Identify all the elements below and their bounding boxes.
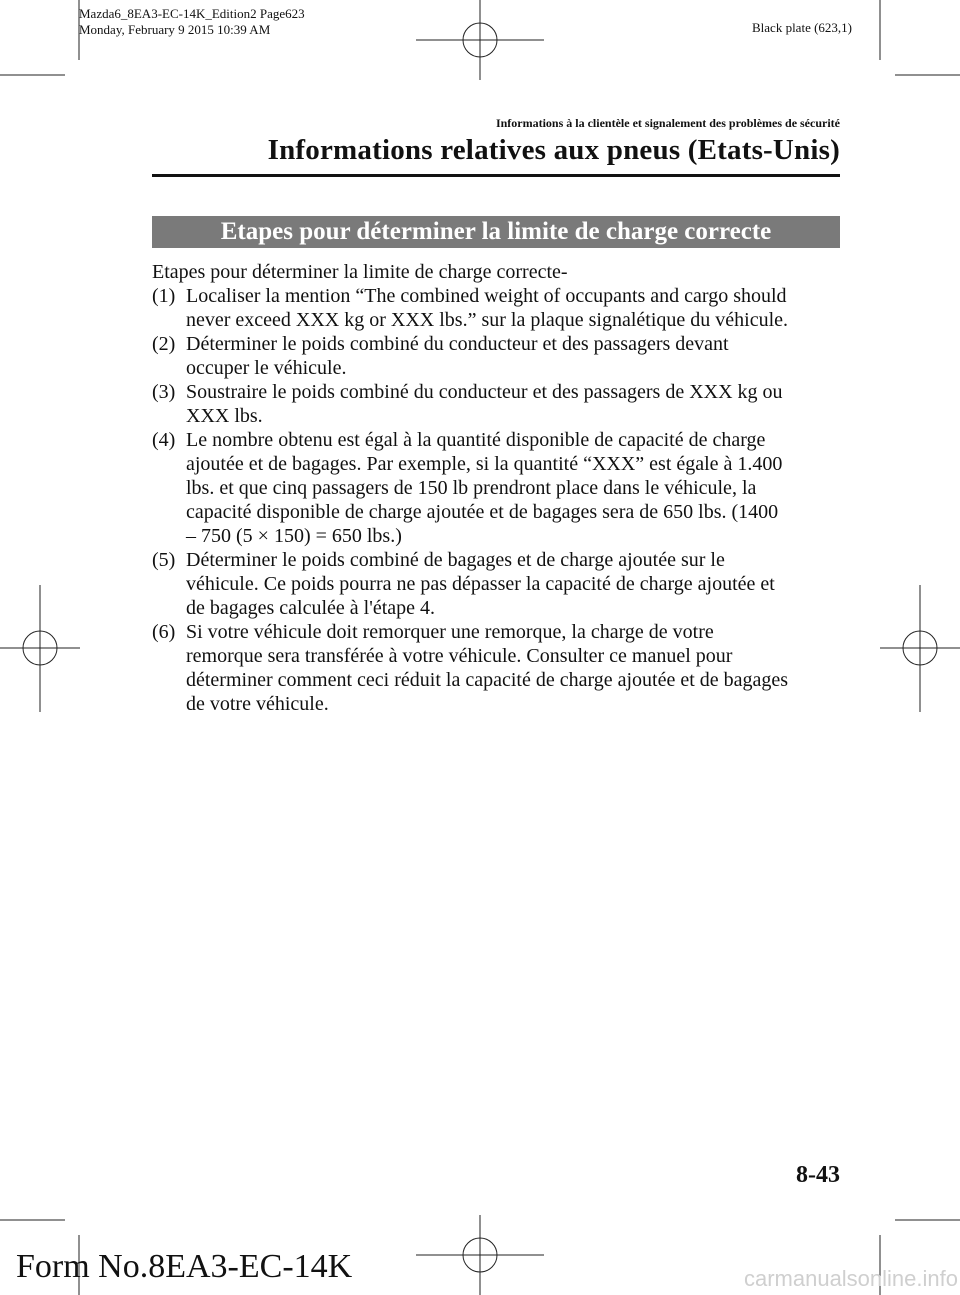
step-item	[152, 428, 842, 548]
step-text-line: capacité disponible de charge ajoutée et de bagages sera de 650 lbs. (1400	[186, 501, 779, 523]
step-text-line: Soustraire le poids combiné du conducteur et des passagers de XXX kg ou	[186, 381, 783, 403]
step-item	[152, 284, 842, 332]
step-item	[152, 548, 842, 620]
step-text-line: Déterminer le poids combiné du conducteur et des passagers devant	[186, 333, 729, 355]
header-divider	[152, 174, 840, 177]
step-text-line: ajoutée et de bagages. Par exemple, si la quantité “XXX” est égale à 1.400	[186, 453, 783, 475]
step-text-line: de bagages calculée à l'étape 4.	[186, 597, 436, 619]
step-text-line: XXX lbs.	[186, 405, 263, 427]
step-text-line: de votre véhicule.	[186, 693, 329, 715]
step-text-line: déterminer comment ceci réduit la capacité de charge ajoutée et de bagages	[186, 669, 789, 691]
step-number: (4)	[152, 429, 176, 451]
step-text-line: remorque sera transférée à votre véhicule. Consulter ce manuel pour	[186, 645, 733, 667]
step-item	[152, 380, 842, 428]
step-text-line: véhicule. Ce poids pourra ne pas dépasser la capacité de charge ajoutée et	[186, 573, 775, 595]
step-text-line: Le nombre obtenu est égal à la quantité disponible de capacité de charge	[186, 429, 766, 451]
step-text-line: Localiser la mention “The combined weight of occupants and cargo should	[186, 285, 787, 307]
section-heading: Etapes pour déterminer la limite de charge correcte	[152, 216, 840, 248]
step-text-line: never exceed XXX kg or XXX lbs.” sur la plaque signalétique du véhicule.	[186, 309, 789, 331]
plate-label: Black plate (623,1)	[752, 20, 852, 35]
print-metadata-file: Mazda6_8EA3-EC-14K_Edition2 Page623	[79, 6, 305, 21]
print-metadata-date: Monday, February 9 2015 10:39 AM	[79, 22, 271, 37]
step-number: (1)	[152, 285, 176, 307]
page-number: 8-43	[796, 1162, 840, 1188]
form-number: Form No.8EA3-EC-14K	[16, 1248, 353, 1285]
step-number: (2)	[152, 333, 176, 355]
step-text-line: Si votre véhicule doit remorquer une remorque, la charge de votre	[186, 621, 714, 643]
step-number: (5)	[152, 549, 176, 571]
step-item	[152, 332, 842, 380]
watermark: carmanualsonline.info	[743, 1266, 958, 1291]
print-metadata	[79, 6, 305, 38]
step-text-line: occuper le véhicule.	[186, 357, 347, 379]
step-text-line: Déterminer le poids combiné de bagages et de charge ajoutée sur le	[186, 549, 725, 571]
page-title: Informations relatives aux pneus (Etats-Unis)	[267, 134, 840, 166]
step-item	[152, 620, 842, 716]
chapter-header: Informations à la clientèle et signalement des problèmes de sécurité	[495, 116, 840, 130]
section-intro: Etapes pour déterminer la limite de charge correcte-	[152, 261, 568, 283]
step-number: (3)	[152, 381, 176, 403]
steps-list	[152, 284, 842, 716]
section-body	[152, 260, 842, 716]
step-text-line: lbs. et que cinq passagers de 150 lb prendront place dans le véhicule, la	[186, 477, 757, 499]
step-text-line: – 750 (5 × 150) = 650 lbs.)	[186, 525, 402, 547]
step-number: (6)	[152, 621, 176, 643]
